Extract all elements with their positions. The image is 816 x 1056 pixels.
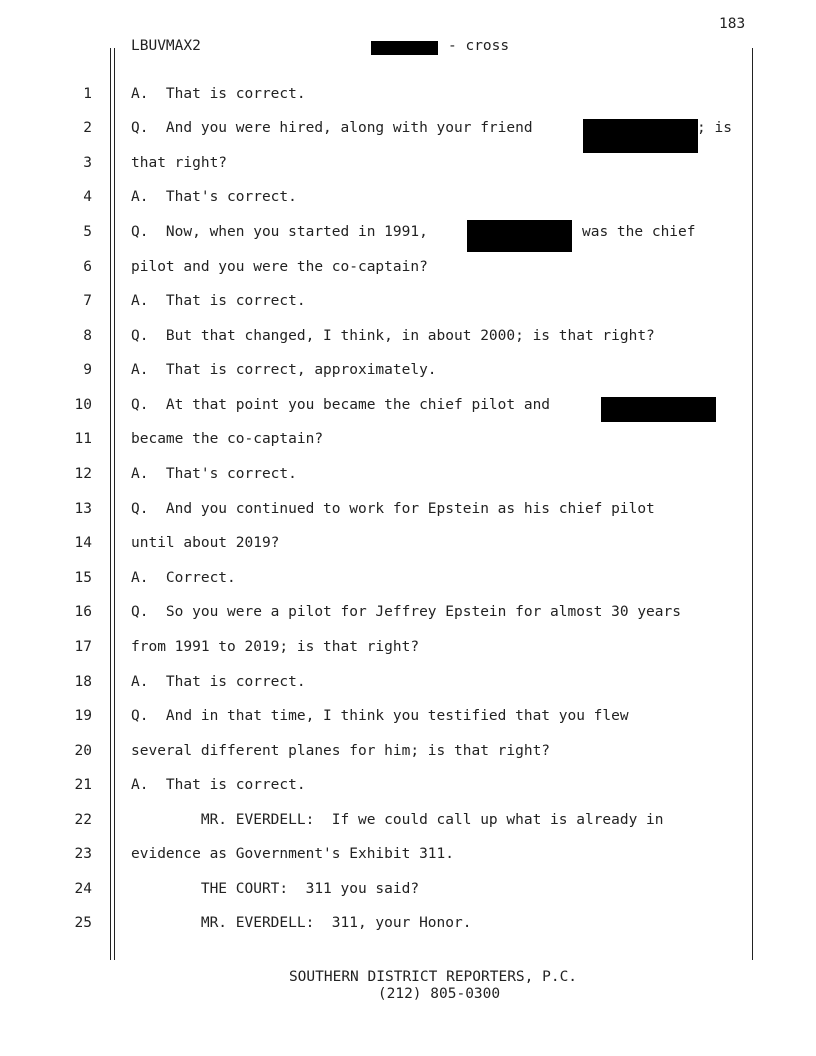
redaction-header-name [371, 41, 438, 55]
redaction-chief-pilot-name [467, 220, 572, 252]
line-text: evidence as Government's Exhibit 311. [131, 846, 455, 862]
line-number: 25 [74, 915, 92, 931]
line-number: 21 [74, 777, 92, 793]
line-text: A. That's correct. [131, 466, 297, 482]
header-case-code: LBUVMAX2 [131, 38, 201, 54]
line-number: 12 [74, 466, 92, 482]
line-text: A. That is correct, approximately. [131, 362, 437, 378]
line-number: 4 [83, 189, 92, 205]
line-number: 1 [83, 86, 92, 102]
left-margin-rule-inner [114, 48, 115, 960]
line-text: Q. And you were hired, along with your friend [131, 120, 533, 136]
line-number: 5 [83, 224, 92, 240]
line-text: Q. So you were a pilot for Jeffrey Epstein for almost 30 years [131, 604, 681, 620]
line-text: A. That is correct. [131, 674, 306, 690]
line-text: Q. Now, when you started in 1991, [131, 224, 428, 240]
line-text-continued: ; is [697, 120, 732, 136]
left-margin-rule-outer [110, 48, 111, 960]
line-number: 18 [74, 674, 92, 690]
line-number: 7 [83, 293, 92, 309]
line-text: A. That is correct. [131, 293, 306, 309]
line-text: A. That's correct. [131, 189, 297, 205]
line-number: 15 [74, 570, 92, 586]
header-section: - cross [448, 38, 510, 54]
footer-reporter-name: SOUTHERN DISTRICT REPORTERS, P.C. [288, 969, 578, 985]
line-number: 8 [83, 328, 92, 344]
line-number: 19 [74, 708, 92, 724]
line-text: A. That is correct. [131, 86, 306, 102]
line-number: 20 [74, 743, 92, 759]
line-text: A. That is correct. [131, 777, 306, 793]
line-number: 16 [74, 604, 92, 620]
line-text: that right? [131, 155, 228, 171]
line-text: from 1991 to 2019; is that right? [131, 639, 420, 655]
line-text-continued: was the chief [582, 224, 696, 240]
right-margin-rule [752, 48, 753, 960]
line-text: until about 2019? [131, 535, 280, 551]
line-text: Q. And you continued to work for Epstein as his chief pilot [131, 501, 655, 517]
line-text: A. Correct. [131, 570, 236, 586]
line-number: 2 [83, 120, 92, 136]
line-number: 22 [74, 812, 92, 828]
line-text: THE COURT: 311 you said? [131, 881, 420, 897]
line-number: 6 [83, 259, 92, 275]
redaction-co-captain-name [601, 397, 716, 422]
line-number: 14 [74, 535, 92, 551]
line-text: Q. And in that time, I think you testified that you flew [131, 708, 629, 724]
line-text: pilot and you were the co-captain? [131, 259, 428, 275]
line-number: 17 [74, 639, 92, 655]
line-text: Q. At that point you became the chief pilot and [131, 397, 551, 413]
line-text: became the co-captain? [131, 431, 324, 447]
line-number: 13 [74, 501, 92, 517]
line-number: 9 [83, 362, 92, 378]
line-text: MR. EVERDELL: If we could call up what is already in [131, 812, 664, 828]
line-number: 3 [83, 155, 92, 171]
page-number: 183 [719, 16, 746, 32]
line-number: 23 [74, 846, 92, 862]
line-number: 10 [74, 397, 92, 413]
footer-reporter-phone: (212) 805-0300 [377, 986, 501, 1002]
line-number: 11 [74, 431, 92, 447]
line-number: 24 [74, 881, 92, 897]
line-text: MR. EVERDELL: 311, your Honor. [131, 915, 472, 931]
line-text: Q. But that changed, I think, in about 2000; is that right? [131, 328, 655, 344]
redaction-friend-name [583, 119, 698, 153]
line-text: several different planes for him; is that right? [131, 743, 551, 759]
